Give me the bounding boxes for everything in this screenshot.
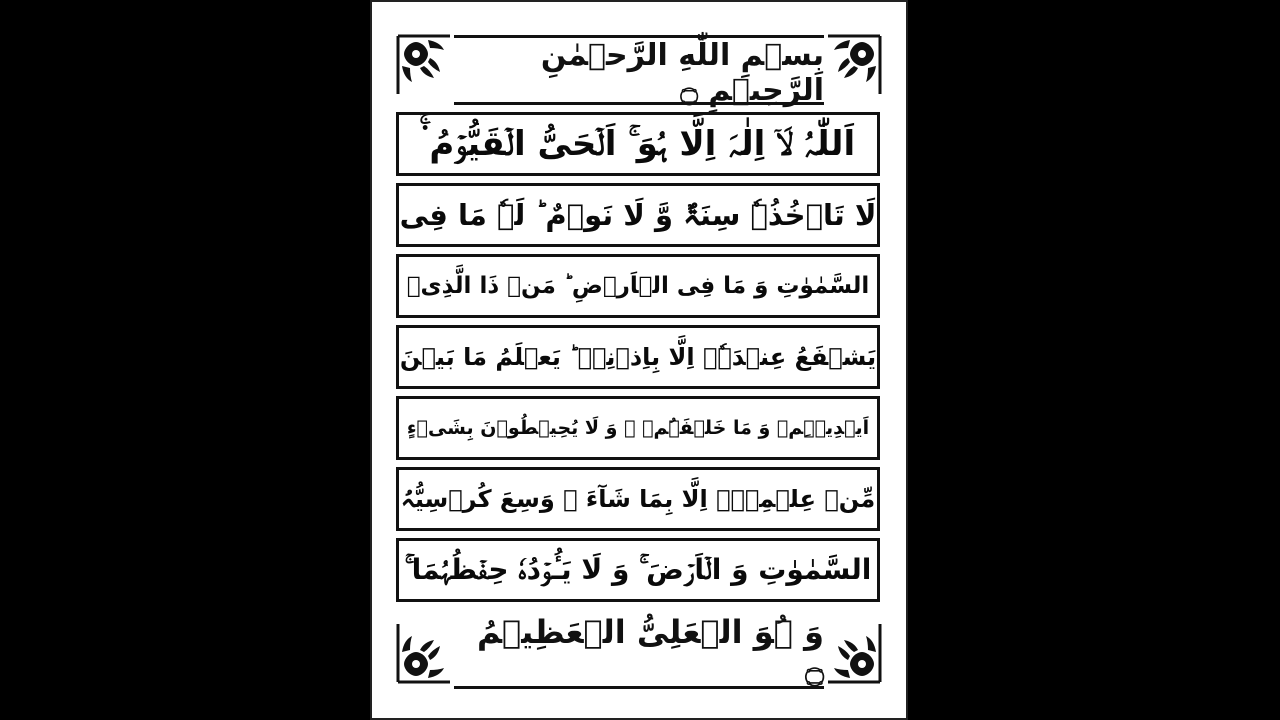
verse-line: السَّمٰوٰتِ وَ مَا فِی الۡاَرۡضِ ؕ مَنۡ ذَا الَّذِیۡ — [396, 254, 880, 318]
footer-rule — [454, 686, 824, 689]
verse-line: مِّنۡ عِلۡمِہٖۤ اِلَّا بِمَا شَآءَ ۚ وَسِعَ کُرۡسِیُّہُ — [396, 467, 880, 531]
verse-lines — [396, 112, 880, 609]
header-rule-bottom — [454, 102, 824, 105]
verse-line: اَللّٰہُ لَاۤ اِلٰہَ اِلَّا ہُوَ ۚ اَلۡحَیُّ الۡقَیُّوۡمُ ۬ۚ — [396, 112, 880, 176]
verse-line: لَا تَاۡخُذُہٗ سِنَۃٌ وَّ لَا نَوۡمٌ ؕ لَہٗ مَا فِی — [396, 183, 880, 247]
verse-line: السَّمٰوٰتِ وَ الۡاَرۡضَ ۚ وَ لَا یَـُٔوۡدُہٗ حِفۡظُہُمَا ۚ — [396, 538, 880, 602]
bismillah-heading: بِسۡمِ اللّٰهِ الرَّحۡمٰنِ الرَّحِیۡمِ ۝ — [540, 38, 824, 108]
verse-line: یَشۡفَعُ عِنۡدَہٗۤ اِلَّا بِاِذۡنِہٖ ؕ یَعۡلَمُ مَا بَیۡنَ — [396, 325, 880, 389]
ayat-ul-kursi-page — [370, 0, 908, 720]
corner-ornament-icon — [394, 32, 454, 98]
corner-ornament-icon — [824, 620, 884, 686]
verse-line: اَیۡدِیۡہِمۡ وَ مَا خَلۡفَہُمۡ ۚ وَ لَا یُحِیۡطُوۡنَ بِشَیۡءٍ — [396, 396, 880, 460]
corner-ornament-icon — [824, 32, 884, 98]
corner-ornament-icon — [394, 620, 454, 686]
closing-line: وَ ہُوَ الۡعَلِیُّ الۡعَظِیۡمُ ۝ — [476, 613, 824, 689]
